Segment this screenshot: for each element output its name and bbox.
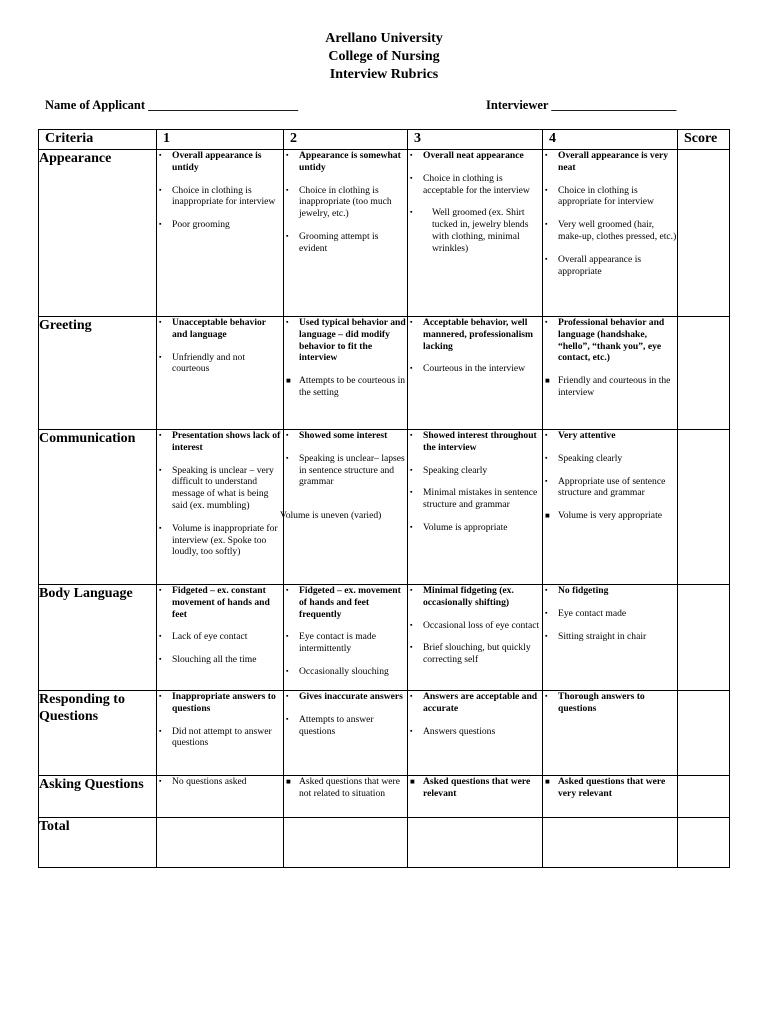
bullet-icon: ▪ bbox=[286, 231, 289, 240]
list-item: ▪ Occasionally slouching bbox=[286, 665, 389, 677]
list-item: ▪ Poor grooming bbox=[159, 219, 230, 231]
body-language-level-1 bbox=[157, 585, 284, 691]
list-item: ▪ Fidgeted – ex. movement of hands and feet frequently bbox=[286, 585, 401, 620]
list-item: ▪ Presentation shows lack of interest bbox=[159, 430, 281, 453]
bullet-icon: ▪ bbox=[159, 431, 162, 439]
list-item: ▪ Choice in clothing is inappropriate (too much jewelry, etc.) bbox=[286, 184, 392, 220]
list-item: ▪ Speaking is unclear– lapses in sentence structure and grammar bbox=[286, 452, 405, 488]
document-header bbox=[0, 30, 768, 84]
communication-level-3 bbox=[408, 430, 543, 585]
bullet-icon: ▪ bbox=[545, 185, 548, 194]
list-item: ▪ Volume is inappropriate for interview (ex. Spoke too loudly, too softly) bbox=[159, 522, 278, 558]
communication-level-4 bbox=[543, 430, 678, 585]
responding-level-2 bbox=[284, 691, 408, 776]
list-item: ▪ Inappropriate answers to questions bbox=[159, 691, 276, 714]
list-item: ▪ Slouching all the time bbox=[159, 654, 257, 666]
list-item: ▪ Overall appearance is untidy bbox=[159, 150, 262, 173]
list-item: ▪ No questions asked bbox=[159, 776, 247, 787]
row-responding-to-questions bbox=[39, 691, 730, 776]
bullet-icon: ▪ bbox=[286, 453, 289, 462]
bullet-icon: ▪ bbox=[545, 151, 548, 159]
list-item: ▪ Lack of eye contact bbox=[159, 631, 248, 643]
bullet-icon: ▪ bbox=[159, 352, 162, 361]
square-bullet-icon: ■ bbox=[410, 777, 415, 786]
interviewer-field[interactable]: Interviewer ____________________ bbox=[486, 98, 677, 112]
score-cell-total[interactable] bbox=[678, 818, 730, 868]
criteria-body-language: Body Language bbox=[39, 585, 157, 691]
list-item: ▪ Choice in clothing is appropriate for interview bbox=[545, 184, 654, 208]
bullet-icon: ▪ bbox=[410, 692, 413, 700]
list-item: ▪ Acceptable behavior, well mannered, professionalism lacking bbox=[410, 317, 533, 352]
score-cell-appearance[interactable] bbox=[678, 150, 730, 317]
bullet-icon: ▪ bbox=[545, 220, 548, 229]
responding-level-1 bbox=[157, 691, 284, 776]
list-item: ▪ Choice in clothing is inappropriate for interview bbox=[159, 184, 276, 208]
bullet-icon: ▪ bbox=[159, 692, 162, 700]
list-item: ▪ Grooming attempt is evident bbox=[286, 230, 379, 254]
col-header-criteria: Criteria bbox=[39, 130, 157, 150]
criteria-communication: Communication bbox=[39, 430, 157, 585]
asking-level-4 bbox=[543, 776, 678, 818]
bullet-icon: ▪ bbox=[286, 431, 289, 439]
bullet-icon: ▪ bbox=[286, 185, 289, 194]
bullet-icon: ▪ bbox=[545, 318, 548, 326]
list-item: ▪ Choice in clothing is acceptable for the interview bbox=[410, 172, 530, 196]
bullet-icon: ▪ bbox=[286, 318, 289, 326]
bullet-icon: ▪ bbox=[410, 488, 413, 497]
list-item: ▪ Fidgeted – ex. constant movement of hands and feet bbox=[159, 585, 270, 620]
list-item: ▪ Unacceptable behavior and language bbox=[159, 317, 266, 340]
responding-level-3 bbox=[408, 691, 543, 776]
bullet-icon: ▪ bbox=[159, 586, 162, 594]
list-item: ▪ Very well groomed (hair, make-up, clothes pressed, etc.) bbox=[545, 219, 677, 242]
greeting-level-4 bbox=[543, 317, 678, 430]
bullet-icon: ▪ bbox=[159, 632, 162, 641]
list-item: ▪ Very attentive bbox=[545, 430, 616, 441]
communication-level-2 bbox=[280, 430, 408, 585]
bullet-icon: ▪ bbox=[410, 620, 413, 629]
bullet-icon: ▪ bbox=[286, 714, 289, 723]
bullet-icon: ▪ bbox=[159, 318, 162, 326]
col-header-3: 3 bbox=[408, 130, 543, 150]
bullet-icon: ▪ bbox=[410, 208, 413, 217]
list-item: ▪ Unfriendly and not courteous bbox=[159, 351, 246, 375]
asking-level-2 bbox=[284, 776, 408, 818]
document-title: Interview Rubrics bbox=[329, 67, 439, 82]
bullet-icon: ▪ bbox=[545, 453, 548, 462]
list-item: ▪ Answers are acceptable and accurate bbox=[410, 691, 538, 714]
total-cell-3 bbox=[408, 818, 543, 868]
header-row bbox=[39, 130, 730, 150]
list-item: ▪ Appropriate use of sentence structure and grammar bbox=[545, 475, 666, 499]
asking-level-3 bbox=[408, 776, 543, 818]
appearance-level-4 bbox=[543, 150, 678, 317]
bullet-icon: ▪ bbox=[159, 777, 162, 785]
appearance-level-1 bbox=[157, 150, 284, 317]
list-item: ▪ Courteous in the interview bbox=[410, 363, 526, 375]
list-item: ■ Volume is very appropriate bbox=[545, 510, 662, 522]
row-body-language bbox=[39, 585, 730, 691]
row-communication bbox=[39, 430, 730, 585]
list-item: ▪ Eye contact made bbox=[545, 607, 627, 619]
bullet-icon: ▪ bbox=[286, 151, 289, 159]
criteria-asking-questions: Asking Questions bbox=[39, 776, 157, 818]
total-cell-2 bbox=[284, 818, 408, 868]
total-cell-1 bbox=[157, 818, 284, 868]
bullet-icon: ▪ bbox=[545, 586, 548, 594]
list-item: ■ Friendly and courteous in the interview bbox=[545, 375, 671, 398]
col-header-2: 2 bbox=[284, 130, 408, 150]
list-item: ▪ Occasional loss of eye contact bbox=[410, 619, 540, 631]
bullet-icon: ▪ bbox=[410, 431, 413, 439]
criteria-responding-to-questions: Responding to Questions bbox=[39, 691, 157, 776]
square-bullet-icon: ■ bbox=[286, 777, 291, 786]
col-header-1: 1 bbox=[157, 130, 284, 150]
list-item: ▪ Showed interest throughout the interview bbox=[410, 430, 537, 453]
row-total bbox=[39, 818, 730, 868]
greeting-level-2 bbox=[284, 317, 408, 430]
list-item: ▪ Overall appearance is very neat bbox=[545, 150, 669, 173]
university-name: Arellano University bbox=[325, 31, 443, 46]
bullet-icon: ▪ bbox=[410, 643, 413, 652]
list-item: ▪ Gives inaccurate answers bbox=[286, 691, 403, 702]
appearance-level-3 bbox=[408, 150, 543, 317]
list-item: ■ Attempts to be courteous in the setting bbox=[286, 375, 406, 398]
bullet-icon: ▪ bbox=[159, 726, 162, 735]
college-name: College of Nursing bbox=[328, 49, 440, 64]
score-cell-responding[interactable] bbox=[678, 691, 730, 776]
bullet-icon: ▪ bbox=[286, 632, 289, 641]
row-appearance bbox=[39, 150, 730, 317]
bullet-icon: ▪ bbox=[159, 151, 162, 159]
list-item: ▪ Appearance is somewhat untidy bbox=[286, 150, 401, 173]
bullet-icon: ▪ bbox=[286, 586, 289, 594]
communication-level-1 bbox=[157, 430, 284, 585]
bullet-icon: ▪ bbox=[159, 185, 162, 194]
list-item: ▪ Attempts to answer questions bbox=[286, 713, 374, 737]
criteria-appearance: Appearance bbox=[39, 150, 157, 317]
bullet-icon: ▪ bbox=[159, 655, 162, 664]
bullet-icon: ▪ bbox=[159, 465, 162, 474]
bullet-icon: ▪ bbox=[545, 608, 548, 617]
appearance-level-2 bbox=[284, 150, 408, 317]
list-item: ▪ Well groomed (ex. Shirt tucked in, jewelry blends with clothing, minimal wrinkles) bbox=[410, 207, 529, 254]
list-item: Volume is uneven (varied) bbox=[280, 510, 382, 522]
body-language-level-4 bbox=[543, 585, 678, 691]
bullet-icon: ▪ bbox=[410, 173, 413, 182]
row-greeting bbox=[39, 317, 730, 430]
row-asking-questions bbox=[39, 776, 730, 818]
list-item: ▪ Eye contact is made intermittently bbox=[286, 631, 376, 655]
bullet-icon: ▪ bbox=[410, 522, 413, 531]
list-item: ▪ Speaking is unclear – very difficult to understand message of what is being said (ex. mumbling) bbox=[159, 464, 274, 511]
bullet-icon: ▪ bbox=[545, 431, 548, 439]
criteria-total: Total bbox=[39, 818, 157, 868]
total-cell-4 bbox=[543, 818, 678, 868]
list-item: ▪ Professional behavior and language (handshake, “hello”, “thank you”, eye contact, etc.) bbox=[545, 317, 665, 364]
score-cell-asking[interactable] bbox=[678, 776, 730, 818]
list-item: ▪ Speaking clearly bbox=[410, 464, 488, 476]
list-item: ▪ Showed some interest bbox=[286, 430, 388, 441]
bullet-icon: ▪ bbox=[545, 254, 548, 263]
square-bullet-icon: ■ bbox=[545, 777, 550, 786]
list-item: ▪ Speaking clearly bbox=[545, 452, 623, 464]
list-item: ▪ Overall appearance is appropriate bbox=[545, 253, 642, 277]
greeting-level-3 bbox=[408, 317, 543, 430]
col-header-score: Score bbox=[678, 130, 730, 150]
greeting-level-1 bbox=[157, 317, 284, 430]
bullet-icon: ▪ bbox=[545, 476, 548, 485]
list-item: ▪ Volume is appropriate bbox=[410, 521, 508, 533]
bullet-icon: ▪ bbox=[410, 318, 413, 326]
list-item: ▪ Overall neat appearance bbox=[410, 150, 524, 161]
bullet-icon: ▪ bbox=[545, 631, 548, 640]
rubric-table bbox=[38, 129, 730, 868]
list-item: ▪ No fidgeting bbox=[545, 585, 609, 596]
list-item: ▪ Sitting straight in chair bbox=[545, 630, 647, 642]
col-header-4: 4 bbox=[543, 130, 678, 150]
bullet-icon: ▪ bbox=[410, 586, 413, 594]
square-bullet-icon: ■ bbox=[545, 511, 550, 521]
bullet-icon: ▪ bbox=[545, 692, 548, 700]
list-item: ▪ Did not attempt to answer questions bbox=[159, 725, 272, 749]
body-language-level-3 bbox=[408, 585, 543, 691]
list-item: ■ Asked questions that were relevant bbox=[410, 776, 531, 799]
list-item: ▪ Brief slouching, but quickly correcting self bbox=[410, 642, 531, 666]
square-bullet-icon: ■ bbox=[286, 376, 291, 386]
applicant-name-field[interactable]: Name of Applicant ________________________ bbox=[45, 98, 299, 112]
list-item: ■ Asked questions that were very relevant bbox=[545, 776, 666, 799]
bullet-icon: ▪ bbox=[410, 151, 413, 159]
bullet-icon: ▪ bbox=[410, 465, 413, 474]
score-cell-greeting[interactable] bbox=[678, 317, 730, 430]
score-cell-body-language[interactable] bbox=[678, 585, 730, 691]
list-item: ■ Asked questions that were not related to situation bbox=[286, 776, 400, 799]
body-language-level-2 bbox=[284, 585, 408, 691]
bullet-icon: ▪ bbox=[286, 692, 289, 700]
list-item: ▪ Minimal fidgeting (ex. occasionally shifting) bbox=[410, 585, 514, 608]
bullet-icon: ▪ bbox=[159, 523, 162, 532]
bullet-icon: ▪ bbox=[286, 666, 289, 675]
criteria-greeting: Greeting bbox=[39, 317, 157, 430]
asking-level-1 bbox=[157, 776, 284, 818]
bullet-icon: ▪ bbox=[410, 726, 413, 735]
bullet-icon: ▪ bbox=[410, 364, 413, 373]
list-item: ▪ Answers questions bbox=[410, 725, 496, 737]
score-cell-communication[interactable] bbox=[678, 430, 730, 585]
square-bullet-icon: ■ bbox=[545, 376, 550, 386]
responding-level-4 bbox=[543, 691, 678, 776]
bullet-icon: ▪ bbox=[159, 220, 162, 229]
list-item: ▪ Used typical behavior and language – did modify behavior to fit the interview bbox=[286, 317, 406, 364]
list-item: ▪ Minimal mistakes in sentence structure and grammar bbox=[410, 487, 538, 511]
list-item: ▪ Thorough answers to questions bbox=[545, 691, 645, 714]
